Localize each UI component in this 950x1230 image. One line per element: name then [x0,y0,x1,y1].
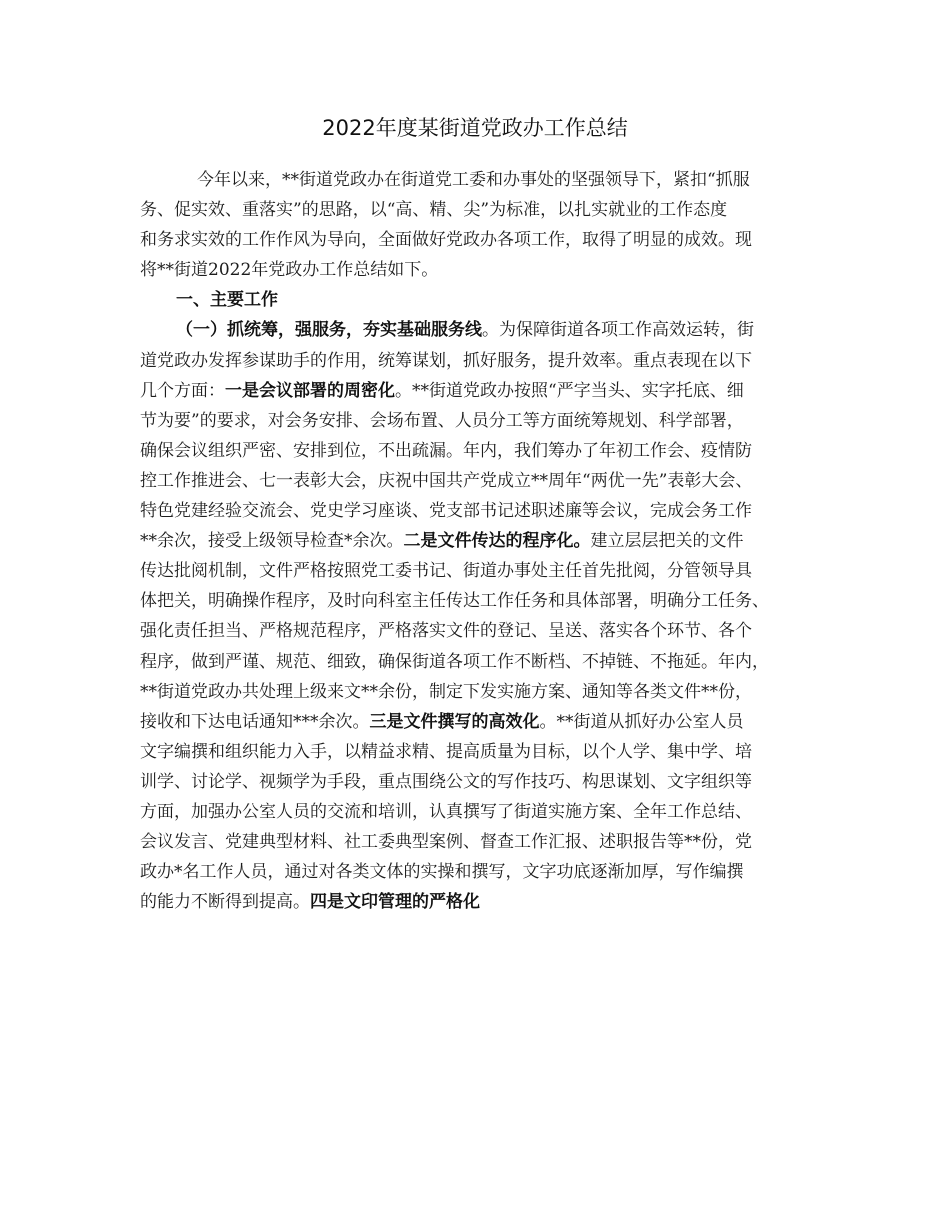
line-content [140,797,752,827]
line-content [140,616,752,646]
body-line [0,887,950,917]
body-text: 。**街道从抓好办公室人员 [539,711,744,732]
body-line [0,677,950,707]
body-line [0,857,950,887]
body-text: 方面，加强办公室人员的交流和培训，认真撰写了街道实施方案、全年工作总结、 [140,801,752,822]
body-text: 政办*名工作人员，通过对各类文体的实操和撰写，文字功底逐渐加厚，写作编撰 [140,862,744,883]
line-content [140,526,744,556]
body-text: 程序，做到严谨、规范、细致，确保街道各项工作不断档、不掉链、不拖延。年内， [140,651,769,672]
body-text: 的能力不断得到提高。 [140,892,310,913]
body-line [0,165,950,195]
body-line [0,616,950,646]
body-text: 训学、讨论学、视频学为手段，重点围绕公文的写作技巧、构思谋划、文字组织等 [140,771,752,792]
body-text: 将**街道2022年党政办工作总结如下。 [140,260,439,281]
body-text: 。**街道党政办按照“严字当头、实字托底、细 [395,380,744,401]
line-content [140,496,752,526]
bold-text: 四是文印管理的严格化 [310,892,480,913]
body-line [0,647,950,677]
body-line [0,195,950,225]
body-line [0,586,950,616]
body-line [0,767,950,797]
document-body [0,165,950,917]
line-content [140,827,752,857]
body-text: 确保会议组织严密、安排到位，不出疏漏。年内，我们筹办了年初工作会、疫情防 [140,440,752,461]
body-text: 务、促实效、重落实”的思路，以“高、精、尖”为标准，以扎实就业的工作态度 [140,200,728,221]
bold-text: 一、主要工作 [176,290,278,311]
line-content [140,195,727,225]
line-content [140,556,752,586]
line-content [140,586,769,616]
body-text: 强化责任担当、严格规范程序，严格落实文件的登记、呈送、落实各个环节、各个 [140,621,752,642]
line-content [140,255,438,285]
line-content [140,887,480,917]
body-line [0,466,950,496]
body-line [0,346,950,376]
body-text: 和务求实效的工作作风为导向，全面做好党政办各项工作，取得了明显的成效。现 [140,230,752,251]
body-text: 体把关，明确操作程序，及时向科室主任传达工作任务和具体部署，明确分工任务、 [140,591,769,612]
bold-text: 二是文件传达的程序化。 [403,531,591,552]
line-content [140,857,744,887]
body-line [0,285,950,315]
body-text: 。为保障街道各项工作高效运转，街 [482,320,754,341]
body-line [0,225,950,255]
body-text: 文字编撰和组织能力入手，以精益求精、提高质量为目标，以个人学、集中学、培 [140,741,752,762]
line-content [197,165,750,195]
document-title: 2022年度某街道党政办工作总结 [322,116,628,140]
line-content [140,225,752,255]
body-line [0,255,950,285]
body-text: **余次，接受上级领导检查*余次。 [140,531,404,552]
body-line [0,556,950,586]
body-line [0,797,950,827]
body-text: 建立层层把关的文件 [590,531,744,552]
body-line [0,406,950,436]
body-text: 特色党建经验交流会、党史学习座谈、党支部书记述职述廉等会议，完成会务工作 [140,501,752,522]
body-text: 节为要”的要求，对会务安排、会场布置、人员分工等方面统筹规划、科学部署， [140,410,744,431]
body-text: 控工作推进会、七一表彰大会，庆祝中国共产党成立**周年“两优一先”表彰大会、 [140,470,753,491]
line-content [140,406,744,436]
line-content [140,346,752,376]
line-content [140,707,744,737]
line-content [140,677,752,707]
bold-text: 一是会议部署的周密化 [225,380,395,401]
body-text: 今年以来，**街道党政办在街道党工委和办事处的坚强领导下，紧扣“抓服 [197,170,750,190]
body-text: 道党政办发挥参谋助手的作用，统筹谋划，抓好服务，提升效率。重点表现在以下 [140,350,752,371]
body-line [0,436,950,466]
body-line [0,707,950,737]
line-content [140,737,752,767]
line-content [176,315,754,345]
body-line [0,496,950,526]
body-line [0,526,950,556]
body-line [0,737,950,767]
line-content [140,647,769,677]
body-line [0,827,950,857]
body-text: 传达批阅机制，文件严格按照党工委书记、街道办事处主任首先批阅，分管领导具 [140,561,752,582]
body-text: 几个方面： [140,380,225,401]
body-line [0,376,950,406]
line-content [140,466,752,496]
body-line [0,315,950,345]
line-content [176,285,278,315]
bold-text: 三是文件撰写的高效化 [369,711,540,732]
bold-text: （一）抓统筹，强服务，夯实基础服务线 [176,320,482,341]
line-content [140,436,752,466]
body-text: 会议发言、党建典型材料、社工委典型案例、督查工作汇报、述职报告等**份，党 [140,832,752,853]
body-text: 接收和下达电话通知***余次。 [140,711,370,732]
line-content [140,376,744,406]
line-content [140,767,752,797]
body-text: **街道党政办共处理上级来文**余份，制定下发实施方案、通知等各类文件**份， [140,681,752,702]
